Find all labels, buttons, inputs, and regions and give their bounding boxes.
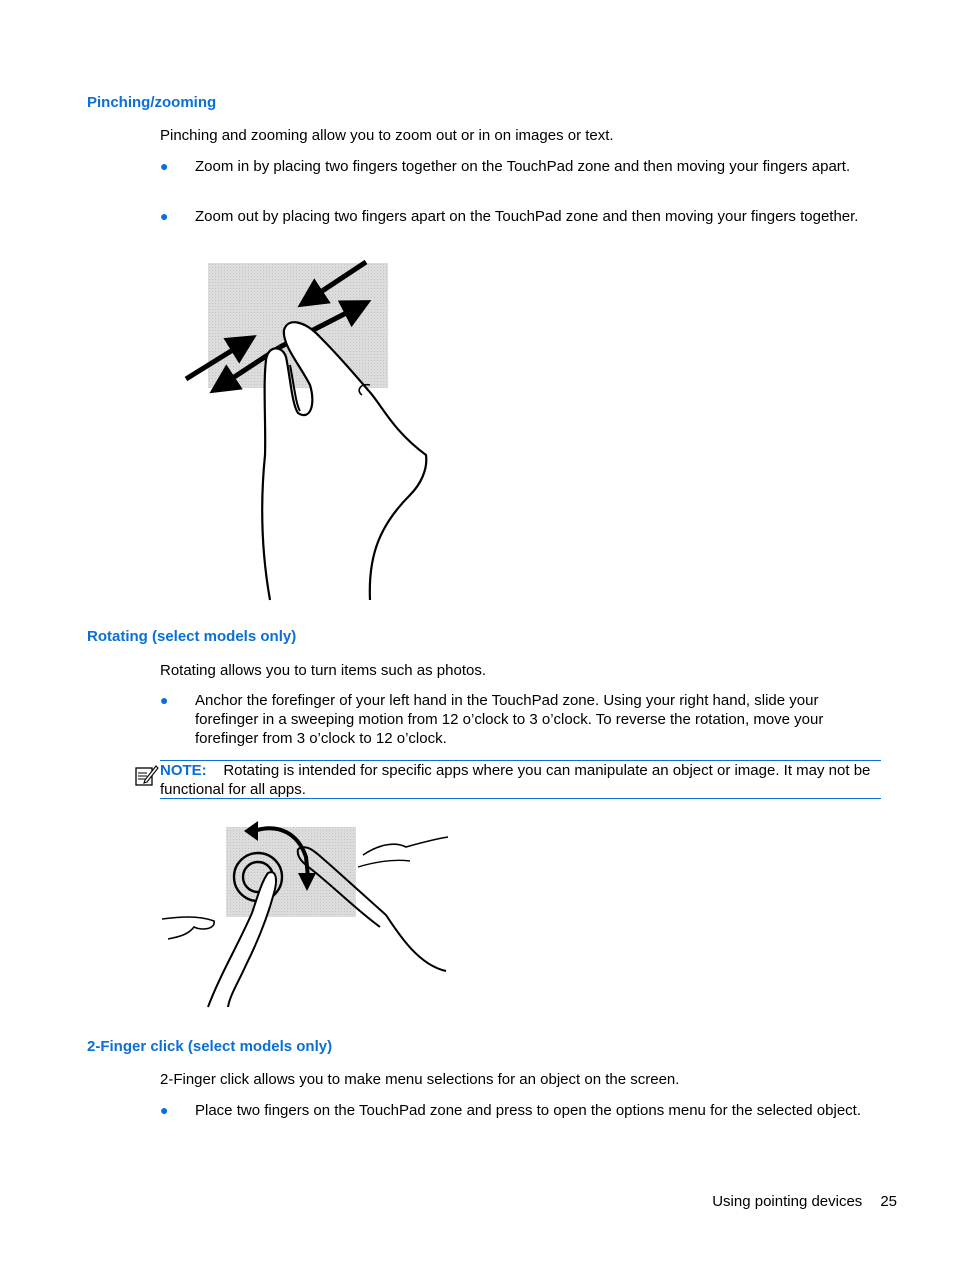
page-footer bbox=[712, 1192, 897, 1211]
note-text: Rotating is intended for specific apps where you can manipulate an object or image. It may not be functional for all apps. bbox=[160, 762, 871, 798]
heading-rotating: Rotating (select models only) bbox=[87, 628, 297, 645]
footer-section-title: Using pointing devices bbox=[712, 1193, 863, 1210]
bullet-icon: ● bbox=[160, 208, 169, 224]
bullet-icon: ● bbox=[160, 158, 169, 174]
list-item-text: Place two fingers on the TouchPad zone and press to open the options menu for the selected object. bbox=[195, 1102, 861, 1119]
note-label: NOTE: bbox=[160, 762, 207, 779]
touchpad-zone bbox=[226, 827, 356, 917]
list-item-text: Anchor the forefinger of your left hand in the TouchPad zone. Using your right hand, slide your forefinger in a sweeping motion from 12 o’clock to 3 o’clock. To reverse the rotation, move your forefinger from 3 o’clock to 12 o’clock. bbox=[195, 692, 824, 747]
list-item-text: Zoom in by placing two fingers together on the TouchPad zone and then moving your fingers apart. bbox=[195, 158, 851, 175]
pinch-intro: Pinching and zooming allow you to zoom out or in on images or text. bbox=[160, 127, 614, 144]
click-intro: 2-Finger click allows you to make menu selections for an object on the screen. bbox=[160, 1071, 680, 1088]
note-icon bbox=[133, 762, 159, 788]
note-box bbox=[160, 760, 881, 799]
pinch-gesture-illustration bbox=[170, 255, 440, 605]
rotate-intro: Rotating allows you to turn items such as photos. bbox=[160, 662, 487, 679]
rotate-gesture-illustration bbox=[158, 815, 458, 1015]
list-item-text: Zoom out by placing two fingers apart on the TouchPad zone and then moving your fingers together. bbox=[195, 208, 859, 225]
bullet-icon: ● bbox=[160, 1102, 169, 1118]
heading-pinching-zooming: Pinching/zooming bbox=[87, 94, 217, 111]
bullet-icon: ● bbox=[160, 692, 169, 708]
hand-outline bbox=[262, 322, 426, 600]
heading-two-finger-click: 2-Finger click (select models only) bbox=[87, 1038, 333, 1055]
page-number: 25 bbox=[880, 1193, 897, 1210]
